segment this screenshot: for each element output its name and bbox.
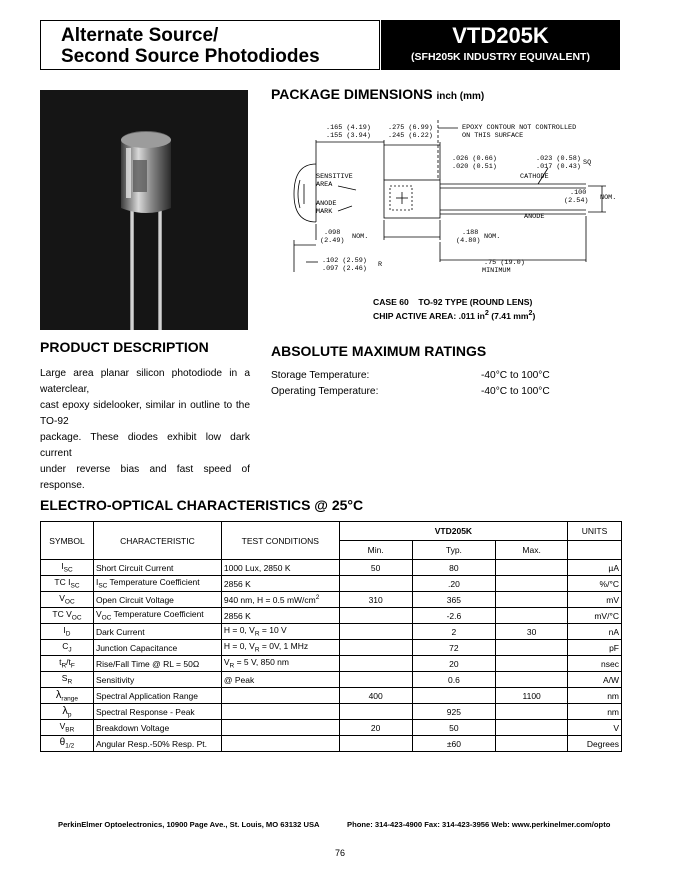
char-sub: OC [101,614,112,622]
header-units-blank [568,541,622,560]
package-dimensions-title [271,86,484,102]
dim-102: .102 (2.59) [322,257,367,265]
row-max [496,576,568,592]
row-max: 1100 [496,688,568,704]
symbol-main: C [62,641,69,652]
dim-097: .097 (2.46) [322,265,367,273]
row-typ: 80 [412,560,496,576]
dim-275: .275 (6.99) [388,124,433,132]
row-min [339,736,412,752]
header-title-line1: Alternate Source/ [61,25,219,46]
dim-minimum: MINIMUM [482,267,511,275]
sensitive-label-2: AREA [316,181,333,189]
test-a: H = 0, V [223,625,255,636]
symbol-main: t [59,657,62,668]
row-typ: ±60 [412,736,496,752]
dim-155: .155 (3.94) [326,132,371,140]
symbol-main: I [61,561,64,572]
table-row [41,720,622,736]
dim-017: .017 (0.43) [536,163,581,171]
row-characteristic: Angular Resp.-50% Resp. Pt. [93,736,221,752]
row-unit: %/°C [568,576,622,592]
symbol-sub: J [68,646,72,654]
row-max [496,640,568,656]
operating-temp-value: -40°C to 100°C [481,386,550,397]
test-sub: R [254,630,260,638]
row-test: 2856 K [221,576,339,592]
storage-temp-label: Storage Temperature: [271,370,370,381]
table-row [41,640,622,656]
row-typ: 365 [412,592,496,608]
row-characteristic: Breakdown Voltage [93,720,221,736]
row-min [339,608,412,624]
dim-radius: R [378,261,383,269]
chip-area-close: ) [532,310,536,321]
dim-245: .245 (6.22) [388,132,433,140]
row-max [496,720,568,736]
row-test [221,640,339,656]
test-sub: R [229,662,235,670]
row-symbol [41,720,94,736]
dim-75: .75 (19.0) [484,259,525,267]
anode-mark-label-1: ANODE [316,200,337,208]
row-unit: pF [568,640,622,656]
industry-equivalent: (SFH205K INDUSTRY EQUIVALENT) [411,51,590,63]
row-characteristic: Dark Current [93,624,221,640]
row-min [339,704,412,720]
row-unit: nsec [568,656,622,672]
row-max [496,592,568,608]
header-part: VTD205K [339,522,567,541]
row-min [339,672,412,688]
row-typ: 0.6 [412,672,496,688]
storage-temp-value: -40°C to 100°C [481,370,550,381]
chip-area-in-sup: 2 [484,309,489,317]
eo-title: ELECTRO-OPTICAL CHARACTERISTICS @ 25°C [40,497,364,513]
case-note [373,297,532,307]
symbol-main: λ [62,704,68,717]
char-pre: V [95,609,102,620]
symbol-main: θ [59,737,66,749]
symbol-sub: range [61,695,79,703]
dim-188: .188 [462,229,479,237]
symbol-sub: SC [63,566,73,574]
row-min: 50 [339,560,412,576]
product-photo [40,90,248,330]
row-min [339,656,412,672]
row-min: 20 [339,720,412,736]
chip-area-mm: (7.41 mm [488,310,529,321]
anode-lead-label: ANODE [524,213,545,221]
symbol-sub: OC [71,614,82,622]
char-text: Temperature Coefficient [107,577,200,588]
footer-address: PerkinElmer Optoelectronics, 10900 Page Ave., St. Louis, MO 63132 USA [58,820,320,829]
table-row [41,624,622,640]
row-max [496,704,568,720]
dim-480: (4.80) [456,237,481,245]
row-typ: -2.6 [412,608,496,624]
row-min: 400 [339,688,412,704]
package-title-text: PACKAGE DIMENSIONS [271,86,433,102]
symbol-sub: R [61,662,67,670]
test-b: = 10 V [259,625,287,636]
row-symbol [41,688,94,704]
row-unit: mV [568,592,622,608]
symbol-main: TC I [54,577,71,588]
chip-area-in: CHIP ACTIVE AREA: .011 in [373,310,485,321]
symbol-sub: SC [70,582,80,590]
dim-165: .165 (4.19) [326,124,371,132]
eo-characteristics-table [40,521,622,752]
header-characteristic: CHARACTERISTIC [93,522,221,560]
epoxy-note-2: ON THIS SURFACE [462,132,524,140]
row-test: 1000 Lux, 2850 K [221,560,339,576]
table-row [41,560,622,576]
symbol-main: TC V [52,609,72,620]
row-symbol [41,624,94,640]
sensitive-label-1: SENSITIVE [316,173,353,181]
dim-nom-3: NOM. [484,233,501,241]
header-max: Max. [496,541,568,560]
row-max [496,560,568,576]
product-line-3: package. These diodes exhibit low dark current [40,432,250,459]
header-part-box [381,20,620,70]
row-unit: nm [568,688,622,704]
row-unit: Degrees [568,736,622,752]
symbol-main: λ [55,688,62,701]
row-test [221,688,339,704]
row-symbol [41,592,94,608]
header-typ: Typ. [412,541,496,560]
case-type: TO-92 TYPE (ROUND LENS) [418,297,533,307]
symbol-main-2: /t [66,657,71,668]
dim-nom: NOM. [600,194,617,202]
row-test: @ Peak [221,672,339,688]
symbol-sub: p [67,711,72,719]
header-min: Min. [339,541,412,560]
row-unit: mV/°C [568,608,622,624]
test-text: 940 nm, H = 0.5 mW/cm [223,594,316,605]
table-row [41,656,622,672]
header-test-conditions: TEST CONDITIONS [221,522,339,560]
symbol-sub: 1/2 [65,742,75,750]
row-test [221,592,339,608]
row-test [221,656,339,672]
header-title-line2: Second Source Photodiodes [61,46,320,67]
row-characteristic: Open Circuit Voltage [93,592,221,608]
row-min [339,640,412,656]
symbol-sub: OC [64,598,75,606]
table-row [41,672,622,688]
row-typ: 50 [412,720,496,736]
test-b: = 5 V, 850 nm [234,657,289,668]
row-test [221,736,339,752]
row-characteristic: Sensitivity [93,672,221,688]
dim-100: .100 [570,189,587,197]
operating-temp-label: Operating Temperature: [271,386,379,397]
row-unit: µA [568,560,622,576]
row-symbol [41,656,94,672]
symbol-sub: BR [65,726,75,734]
row-symbol [41,608,94,624]
row-min [339,624,412,640]
row-max: 30 [496,624,568,640]
test-sup: 2 [315,594,320,602]
header-symbol: SYMBOL [41,522,94,560]
row-max [496,656,568,672]
header-units: UNITS [568,522,622,541]
dim-026: .026 (0.66) [452,155,497,163]
row-min: 310 [339,592,412,608]
row-unit: A/W [568,672,622,688]
symbol-sub: R [67,678,73,686]
dim-020: .020 (0.51) [452,163,497,171]
row-symbol [41,640,94,656]
package-units: inch (mm) [436,91,485,102]
ratings-title: ABSOLUTE MAXIMUM RATINGS [271,343,487,359]
row-max [496,736,568,752]
row-test: 2856 K [221,608,339,624]
table-row [41,688,622,704]
product-description-text [40,366,250,494]
table-row [41,704,622,720]
test-sub: R [254,646,260,654]
row-test [221,704,339,720]
row-symbol [41,704,94,720]
symbol-sub-2: F [70,662,75,670]
chip-area-mm-sup: 2 [528,309,533,317]
anode-mark-label-2: MARK [316,208,333,216]
symbol-sub: D [65,630,71,638]
row-typ: 20 [412,656,496,672]
cathode-label: CATHODE [520,173,549,181]
row-symbol [41,736,94,752]
header-title-box [40,20,380,70]
row-characteristic: Spectral Response - Peak [93,704,221,720]
row-max [496,608,568,624]
row-typ: 2 [412,624,496,640]
row-unit: V [568,720,622,736]
row-typ: .20 [412,576,496,592]
row-symbol [41,672,94,688]
product-description-title: PRODUCT DESCRIPTION [40,339,209,355]
case-number: CASE 60 [373,297,409,307]
table-row [41,736,622,752]
dim-098: .098 [324,229,341,237]
part-number: VTD205K [452,23,549,48]
footer-contact: Phone: 314-423-4900 Fax: 314-423-3956 Web: www.perkinelmer.com/opto [347,820,611,829]
row-characteristic [93,608,221,624]
symbol-main: V [59,593,65,604]
row-characteristic [93,576,221,592]
row-min [339,576,412,592]
symbol-main: S [61,673,68,684]
row-unit: nm [568,704,622,720]
page-number: 76 [334,848,345,858]
table-row [41,608,622,624]
dim-023: .023 (0.58) [536,155,581,163]
row-max [496,672,568,688]
product-line-1: Large area planar silicon photodiode in a waterclear, [40,368,250,395]
row-typ: 925 [412,704,496,720]
row-typ: 72 [412,640,496,656]
row-test [221,624,339,640]
table-row [41,592,622,608]
test-a: H = 0, V [223,641,255,652]
char-sub: SC [98,582,108,590]
char-pre: I [95,577,99,588]
test-a: V [223,657,230,668]
chip-area-note [373,309,535,321]
row-symbol [41,560,94,576]
row-characteristic: Junction Capacitance [93,640,221,656]
dim-nom-2: NOM. [352,233,369,241]
test-b: = 0V, 1 MHz [259,641,309,652]
package-drawing [286,112,626,286]
row-test [221,720,339,736]
row-symbol [41,576,94,592]
row-characteristic: Short Circuit Current [93,560,221,576]
row-typ [412,688,496,704]
symbol-main: I [63,625,66,636]
epoxy-note-1: EPOXY CONTOUR NOT CONTROLLED [462,124,577,132]
product-line-4: under reverse bias and fast speed of response. [40,464,250,491]
row-characteristic: Rise/Fall Time @ RL = 50Ω [93,656,221,672]
product-line-2: cast epoxy sidelooker, similar in outline to the TO-92 [40,400,250,427]
dim-sq: SQ [583,159,592,167]
dim-249: (2.49) [320,237,345,245]
table-row [41,576,622,592]
row-characteristic: Spectral Application Range [93,688,221,704]
row-unit: nA [568,624,622,640]
symbol-main: V [59,721,66,732]
char-text: Temperature Coefficient [111,609,204,620]
dim-254: (2.54) [564,197,589,205]
